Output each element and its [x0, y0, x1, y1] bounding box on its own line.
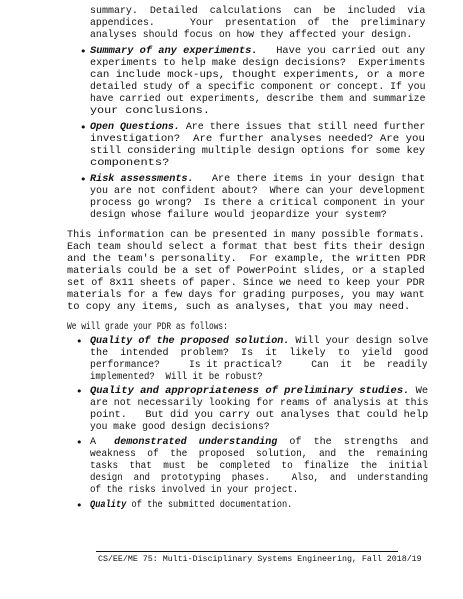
text-run: materials for a few days for grading purposes, you may want: [67, 290, 425, 301]
text-run: Are there issues that still need further: [179, 122, 426, 133]
text-run: to copy any items, such as analyses, that you may need.: [67, 302, 411, 313]
text-run: Each team should select a format that best fits their design: [67, 242, 425, 253]
text-line: [90, 30, 412, 42]
text-line: [90, 348, 428, 360]
text-line: [90, 198, 425, 210]
text-run: set of 8x11 sheets of paper. Since we need to keep your PDR: [67, 278, 425, 289]
text-run: Will your design solve: [289, 336, 429, 347]
text-run: detailed study of a specific component or concept. If you: [90, 82, 426, 93]
bold-italic-heading: Open Questions.: [90, 122, 180, 133]
text-run: point. But did you carry out analyses that could help: [90, 410, 429, 421]
text-run: weakness of the proposed solution, and the remaining: [90, 449, 428, 460]
text-run: of the strengths and: [277, 437, 429, 448]
text-run: performance? Is it practical? Can it be readily: [90, 360, 428, 371]
text-run: Have you carried out any: [257, 46, 426, 57]
text-run: implemented? Will it be robust?: [90, 372, 263, 383]
text-line: [90, 386, 428, 398]
text-run: Are there items in your design that: [193, 174, 426, 185]
bullet-icon: •: [76, 335, 83, 348]
text-run: of the risks involved in your project.: [90, 485, 299, 496]
text-run: you make good design decisions?: [90, 422, 270, 433]
bold-italic-heading: Quality: [90, 500, 127, 511]
text-line: [90, 174, 425, 186]
text-line: [90, 158, 169, 170]
bullet-icon: •: [80, 121, 87, 134]
text-run: This information can be presented in many possible formats.: [67, 230, 425, 241]
bold-italic-heading: Summary of any experiments.: [90, 46, 258, 57]
text-line: [67, 278, 425, 290]
text-line: [90, 449, 428, 461]
text-line: [67, 254, 425, 266]
text-line: [67, 322, 228, 334]
text-line: [90, 186, 425, 198]
bold-italic-heading: Quality of the proposed solution.: [90, 336, 290, 347]
bullet-icon: •: [76, 436, 83, 449]
text-run: design whose failure would jeopardize your system?: [90, 210, 387, 221]
text-line: [90, 58, 425, 70]
text-run: appendices. Your presentation of the preliminary: [90, 18, 426, 29]
bullet-icon: •: [76, 499, 83, 512]
text-line: [90, 210, 387, 222]
text-line: [90, 70, 425, 82]
text-run: of the submitted documentation.: [126, 500, 293, 511]
text-run: materials could be a set of PowerPoint slides, or a stapled: [67, 266, 425, 277]
text-line: [90, 360, 428, 372]
text-line: [67, 302, 410, 314]
text-line: [90, 46, 425, 58]
text-line: [90, 500, 292, 512]
text-line: [67, 230, 425, 242]
bold-italic-heading: Risk assessments.: [90, 174, 194, 185]
text-run: tasks that must be completed to finalize the initial: [90, 461, 428, 472]
bullet-icon: •: [80, 173, 87, 186]
text-run: components?: [90, 158, 170, 169]
text-run: analyses should focus on how they affected your design.: [90, 30, 413, 41]
text-line: [90, 6, 425, 18]
text-line: [90, 106, 210, 118]
text-line: [90, 473, 428, 485]
text-run: process go wrong? Is there a critical component in your: [90, 198, 426, 209]
bold-italic-heading: Quality and appropriateness of preliminary studies.: [90, 386, 410, 397]
page-footer: CS/EE/ME 75: Multi-Disciplinary Systems Engineering, Fall 2018/19: [98, 555, 422, 564]
text-run: the intended problem? Is it likely to yield good: [90, 348, 429, 359]
text-line: [90, 422, 270, 434]
text-run: still considering multiple design options for some key: [90, 146, 426, 157]
text-run: can include mock-ups, thought experiments, or a more: [90, 70, 425, 81]
bullet-icon: •: [80, 45, 87, 58]
text-run: We: [409, 386, 429, 397]
text-run: have carried out experiments, describe them and summarize: [90, 94, 426, 105]
text-run: experiments to help make design decisions? Experiments: [90, 58, 426, 69]
text-line: [67, 290, 425, 302]
text-run: and the team's personality. For example, the written PDR: [67, 254, 426, 265]
text-run: investigation? Are further analyses needed? Are you: [90, 134, 425, 145]
text-line: [90, 398, 428, 410]
footer-rule: [96, 551, 398, 552]
text-line: [90, 146, 425, 158]
text-line: [90, 134, 425, 146]
text-prefix: A: [90, 437, 115, 448]
text-line: [90, 18, 425, 30]
text-run: design and prototyping phases. Also, and understanding: [90, 473, 429, 484]
text-line: [90, 410, 428, 422]
bullet-icon: •: [76, 385, 83, 398]
text-run: summary. Detailed calculations can be included via: [90, 6, 426, 17]
text-run: We will grade your PDR as follows:: [67, 322, 228, 333]
text-line: [90, 485, 298, 497]
bold-italic-heading: demonstrated understanding: [114, 437, 278, 448]
text-line: [90, 94, 425, 106]
text-run: you are not confident about? Where can your development: [90, 186, 426, 197]
text-line: [67, 242, 425, 254]
text-line: [90, 82, 425, 94]
text-line: [90, 122, 425, 134]
text-line: [90, 461, 428, 473]
text-line: [90, 336, 428, 348]
text-run: are not necessarily looking for reams of analysis at this: [90, 398, 429, 409]
text-line: [90, 437, 428, 449]
text-line: [90, 372, 263, 384]
text-line: [67, 266, 425, 278]
text-run: your conclusions.: [90, 106, 210, 117]
